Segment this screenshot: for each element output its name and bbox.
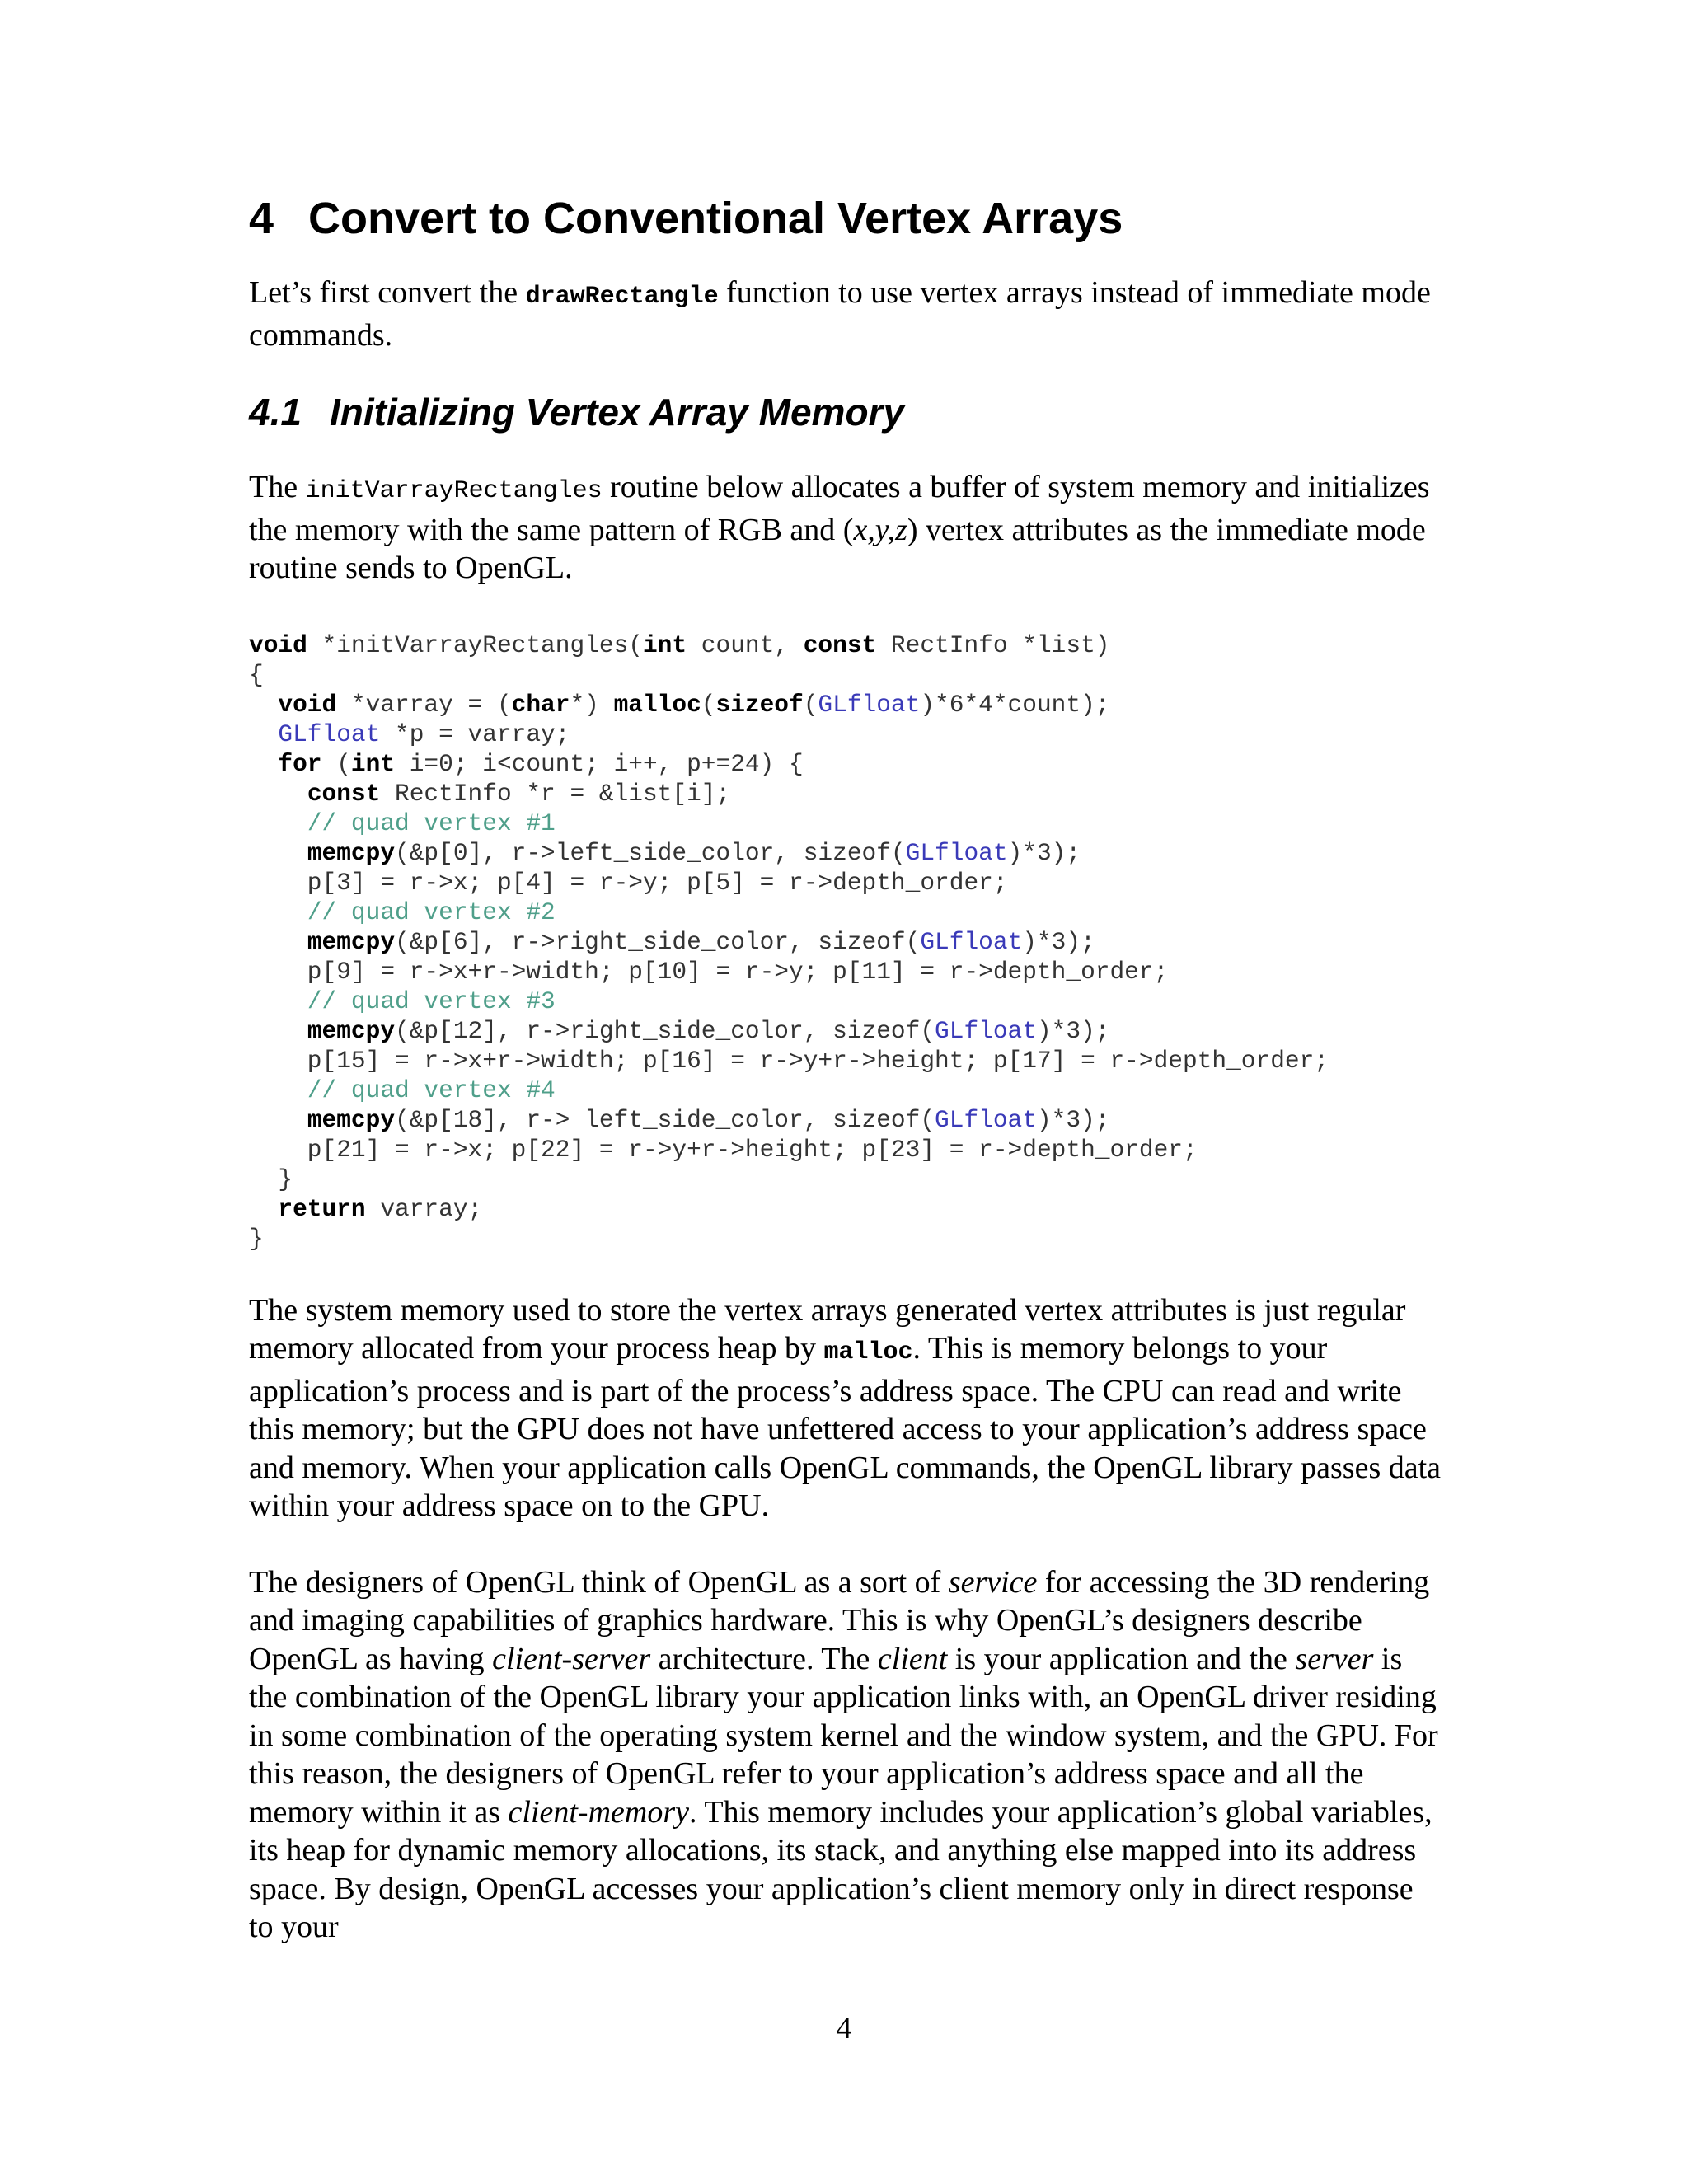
text-run: ) vertex attributes as the immediate mode routine sends to OpenGL. (249, 512, 1426, 585)
code-token: memcpy (307, 838, 396, 867)
code-line (249, 1105, 1444, 1135)
code-line (249, 868, 1444, 898)
code-line (249, 987, 1444, 1016)
code-token: GLfloat (818, 690, 921, 719)
code-token: p[9] = r->x+r->width; p[10] = r->y; p[11] = r->depth_order; (249, 957, 1169, 986)
code-token: (&p[6], r->right_side_color, sizeof( (395, 927, 921, 956)
text-run: . This is memory belongs to your application’s process and is part of the process’s address space. The CPU can read and write this memory; but the GPU does not have unfettered access to your application’s address space and memory. When your application calls OpenGL commands, the OpenGL library passes data within your address space on to the GPU. (249, 1331, 1442, 1523)
code-token (249, 1106, 307, 1134)
text-run: architecture. The (650, 1641, 878, 1676)
code-token: (&p[12], r->right_side_color, sizeof( (395, 1016, 935, 1045)
text-run: for accessing the 3D rendering and imaging capabilities of graphics hardware. This is why OpenGL’s designers describe OpenGL as having (249, 1564, 1430, 1676)
code-token: )*3); (1022, 927, 1095, 956)
section-number: 4 (249, 194, 274, 243)
code-token: )*3); (1036, 1016, 1110, 1045)
code-line (249, 927, 1444, 957)
inline-code-drawRectangle: drawRectangle (525, 283, 719, 311)
code-token: i=0; i<count; i++, p+=24) { (395, 749, 804, 778)
code-token: return (278, 1194, 366, 1223)
code-token: GLfloat (278, 719, 381, 748)
text-run: is the combination of the OpenGL library your application links with, an OpenGL driver residing in some combination of the operating system kernel and the window system, and the GPU. For this reason, the designers of OpenGL refer to your application’s address space and all the memory within it as (249, 1641, 1438, 1830)
text-run: function to use vertex arrays instead of immediate mode commands. (249, 275, 1431, 353)
section-title: Convert to Conventional Vertex Arrays (308, 194, 1123, 243)
code-token: ( (701, 690, 716, 719)
code-token (249, 750, 278, 778)
text-run: . This memory includes your application’s global variables, its heap for dynamic memory allocations, its stack, and anything else mapped into its address space. By design, OpenGL accesses your application’s client memory only in direct response to your (249, 1794, 1432, 1944)
code-token: GLfloat (935, 1105, 1037, 1134)
text-run: The system memory used to store the vertex arrays generated vertex attributes is just regular memory allocated from your process heap by (249, 1292, 1406, 1366)
code-token: // quad vertex #2 (307, 898, 556, 926)
code-line (249, 660, 1444, 690)
code-line (249, 1224, 1444, 1254)
code-token: varray; (365, 1194, 483, 1223)
code-token: for (278, 749, 322, 778)
code-token: void (249, 630, 307, 659)
code-line (249, 1076, 1444, 1105)
designers-paragraph (249, 1563, 1444, 1947)
code-token: (&p[0], r->left_side_color, sizeof( (395, 838, 906, 867)
code-line (249, 838, 1444, 868)
code-token: GLfloat (920, 927, 1023, 956)
code-token (249, 928, 307, 956)
code-token: p[21] = r->x; p[22] = r->y+r->height; p[23] = r->depth_order; (249, 1135, 1198, 1164)
code-line (249, 808, 1444, 838)
code-token: )*3); (1036, 1105, 1110, 1134)
code-line (249, 749, 1444, 779)
code-token (249, 691, 278, 719)
code-token: (&p[18], r-> left_side_color, sizeof( (395, 1105, 935, 1134)
memory-paragraph (249, 1291, 1444, 1526)
intro-paragraph (249, 274, 1444, 354)
code-token: const (803, 630, 877, 659)
text-run: is your application and the (947, 1641, 1296, 1676)
code-token: void (278, 690, 337, 719)
code-token: memcpy (307, 1105, 396, 1134)
code-token: p[15] = r->x+r->width; p[16] = r->y+r->height; p[17] = r->depth_order; (249, 1046, 1329, 1075)
code-line (249, 1194, 1444, 1224)
code-token: ( (321, 749, 351, 778)
italic-text: client (877, 1641, 948, 1676)
code-listing (249, 630, 1444, 1254)
code-token: sizeof (715, 690, 804, 719)
text-run: routine below allocates a buffer of system memory and initializes the memory with the same pattern of RGB and ( (249, 470, 1430, 547)
italic-text: server (1295, 1641, 1374, 1676)
code-token (249, 839, 307, 867)
code-line (249, 1135, 1444, 1165)
code-token: RectInfo *list) (876, 630, 1110, 659)
subsection-heading (249, 389, 1444, 435)
subsection-number: 4.1 (249, 391, 302, 434)
code-token: GLfloat (905, 838, 1008, 867)
italic-text: client-memory (508, 1794, 689, 1830)
text-run: The (249, 470, 306, 504)
code-token: malloc (613, 690, 701, 719)
code-token: memcpy (307, 1016, 396, 1045)
code-token: )*3); (1007, 838, 1081, 867)
code-token: *p = varray; (380, 719, 570, 748)
page-content (249, 191, 1444, 1947)
code-token: int (350, 749, 396, 778)
code-token: // quad vertex #4 (307, 1076, 556, 1104)
code-token: } (249, 1224, 264, 1253)
code-token (249, 987, 307, 1015)
italic-text: x,y,z (853, 512, 907, 547)
code-token (249, 720, 278, 748)
text-run: The designers of OpenGL think of OpenGL as a sort of (249, 1564, 949, 1600)
code-line (249, 957, 1444, 987)
code-token: RectInfo *r = &list[i]; (380, 779, 731, 808)
code-token (249, 1195, 278, 1223)
code-token (249, 1076, 307, 1104)
italic-text: service (948, 1564, 1038, 1600)
code-line (249, 1046, 1444, 1076)
code-token: { (249, 660, 264, 689)
code-token: *varray = ( (336, 690, 512, 719)
code-token: count, (687, 630, 804, 659)
code-token: *) (570, 690, 614, 719)
code-line (249, 898, 1444, 927)
code-token: } (249, 1165, 293, 1193)
page-number: 4 (836, 2011, 852, 2046)
code-line (249, 690, 1444, 719)
subsection-title: Initializing Vertex Array Memory (330, 391, 905, 434)
code-token: GLfloat (935, 1016, 1037, 1045)
inline-code-initVarrayRectangles: initVarrayRectangles (305, 477, 603, 505)
inline-code-malloc: malloc (823, 1338, 913, 1366)
code-line (249, 779, 1444, 808)
code-token: )*6*4*count); (920, 690, 1110, 719)
code-line (249, 630, 1444, 660)
section-heading (249, 191, 1444, 246)
code-token: *initVarrayRectangles( (307, 630, 643, 659)
code-token: int (642, 630, 687, 659)
code-token: const (307, 779, 381, 808)
code-token: // quad vertex #1 (307, 808, 556, 837)
code-token (249, 898, 307, 926)
code-token (249, 809, 307, 837)
code-token: p[3] = r->x; p[4] = r->y; p[5] = r->depth_order; (249, 868, 1008, 897)
code-token: ( (803, 690, 818, 719)
code-token: memcpy (307, 927, 396, 956)
code-token: char (511, 690, 570, 719)
code-line (249, 1016, 1444, 1046)
init-paragraph (249, 468, 1444, 588)
code-token: // quad vertex #3 (307, 987, 556, 1015)
code-line (249, 1165, 1444, 1194)
code-line (249, 719, 1444, 749)
text-run: Let’s first convert the (249, 275, 526, 310)
code-token (249, 1017, 307, 1045)
italic-text: client-server (492, 1641, 651, 1676)
code-token (249, 780, 307, 808)
